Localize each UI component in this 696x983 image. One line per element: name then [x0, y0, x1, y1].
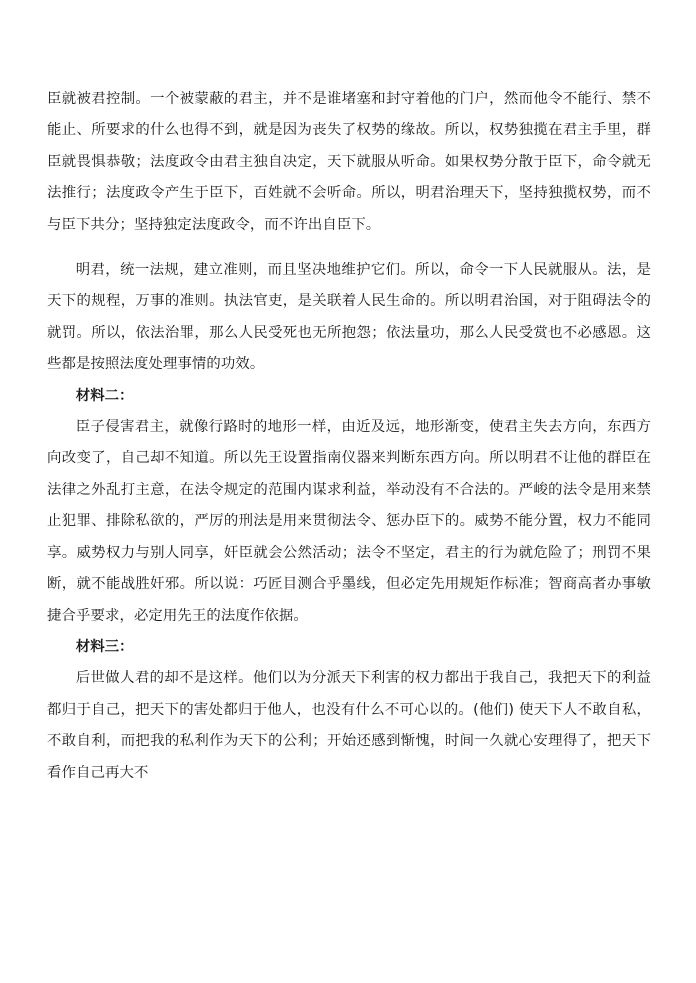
paragraph-continuation: 臣就被君控制。一个被蒙蔽的君主，并不是谁堵塞和封守着他的门户，然而他令不能行、禁不能止、所要求的什么也得不到，就是因为丧失了权势的缘故。所以，权势独揽在君主手里，群臣就畏惧恭敬；法度政令由君主独自决定，天下就服从听命。如果权势分散于臣下，命令就无法推行；法度政令产生于臣下，百姓就不会听命。所以，明君治理天下，坚持独揽权势，而不与臣下共分；坚持独定法度政令，而不许出自臣下。 [47, 91, 651, 233]
material-2-heading: 材料二： [75, 387, 134, 404]
material-2-text: 臣子侵害君主，就像行路时的地形一样，由近及远，地形渐变，使君主失去方向，东西方向改变了，自己却不知道。所以先王设置指南仪器来判断东西方向。所以明君不让他的群臣在法律之外乱打主意，在法令规定的范围内谋求利益，举动没有不合法的。严峻的法令是用来禁止犯罪、排除私欲的，严厉的刑法是用来贯彻法令、惩办臣下的。威势不能分置，权力不能同享。威势权力与别人同享，奸臣就会公然活动；法令不坚定，君主的行为就危险了；刑罚不果断，就不能战胜奸邪。所以说：巧匠目测合乎墨线，但必定先用规矩作标准；智商高者办事敏捷合乎要求，必定用先王的法度作依据。 [47, 419, 651, 624]
paragraph-enlightened-ruler: 明君，统一法规，建立准则，而且坚决地维护它们。所以，命令一下人民就服从。法，是天下的规程，万事的准则。执法官吏，是关联着人民生命的。所以明君治国，对于阻碍法令的就罚。所以，依法治罪，那么人民受死也无所抱怨；依法量功，那么人民受赏也不必感恩。这些都是按照法度处理事情的功效。 [47, 262, 651, 373]
material-3-text: 后世做人君的却不是这样。他们以为分派天下利害的权力都出于我自己，我把天下的利益都归于自己，把天下的害处都归于他人，也没有什么不可心以的。(他们) 使天下人不敢自私，不敢自利，而把我的私利作为天下的公利；开始还感到惭愧，时间一久就心安理得了，把天下看作自己再大不 [47, 670, 651, 781]
material-3-heading: 材料三： [75, 638, 134, 655]
document-body [47, 84, 651, 789]
